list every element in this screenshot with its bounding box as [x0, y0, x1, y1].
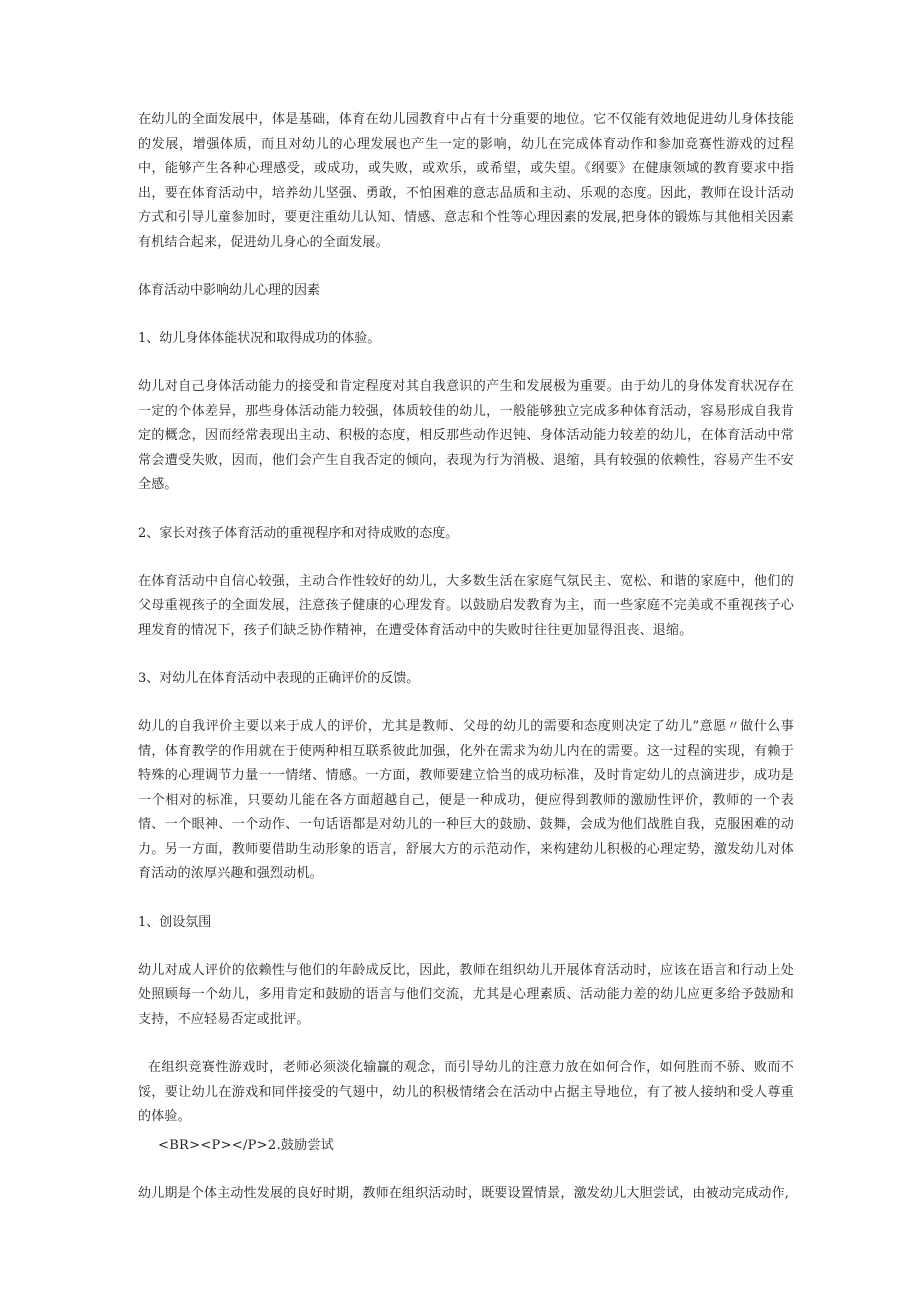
competition-paragraph: 在组织竞赛性游戏时，老师必须淡化输赢的观念，而引导幼儿的注意力放在如何合作，如何胜而不骄、败而不馁，要让幼儿在游戏和同伴接受的气翅中，幼儿的积极情绪会在活动中占据主导地位，有了被人接纳和受人尊重的体验。 — [138, 1060, 794, 1124]
factor-3-heading: 3、对幼儿在体育活动中表现的正确评价的反馈。 — [138, 671, 420, 686]
strategy-1-paragraph: 幼儿对成人评价的依赖性与他们的年龄成反比，因此，教师在组织幼儿开展体育活动时，应该在语言和行动上处处照顾每一个幼儿，多用肯定和鼓励的语言与他们交流，尤其是心理素质、活动能力差的幼儿应更多给予鼓励和支持，不应轻易否定或批评。 — [138, 962, 794, 1027]
intro-paragraph: 在幼儿的全面发展中，体是基础，体育在幼儿园教育中占有十分重要的地位。它不仅能有效地促进幼儿身体技能的发展，增强体质，而且对幼儿的心理发展也产生一定的影响，幼儿在完成体育动作和参加竞赛性游戏的过程中，能够产生各种心理感受，或成功，或失败，或欢乐，或希望，或失望。《纲要》在健康领域的教育要求中指出，要在体育活动中，培养幼儿坚强、勇敢，不怕困难的意志品质和主动、乐观的态度。因此，教师在设计活动方式和引导儿童参加时，要更注重幼儿认知、情感、意志和个性等心理因素的发展,把身体的锻炼与其他相关因素有机结合起来，促进幼儿身心的全面发展。 — [138, 112, 794, 250]
factor-3-paragraph: 幼儿的自我评价主要以来于成人的评价，尤其是教师、父母的幼儿的需要和态度则决定了幼儿”意愿〃做什么事情，体育教学的作用就在于使两种相互联系彼此加强，化外在需求为幼儿内在的需要。这一过程的实现，有赖于特殊的心理调节力量一一情绪、情感。一方面，教师要建立恰当的成功标准，及时肯定幼儿的点滴进步，成功是一个相对的标准，只要幼儿能在各方面超越自己，便是一种成功，便应得到教师的激励性评价，教师的一个表情、一个眼神、一个动作、一句话语都是对幼儿的一种巨大的鼓励、鼓舞，会成为他们战胜自我，克服困难的动力。另一方面，教师要借助生动形象的语言，舒展大方的示范动作，来构建幼儿积极的心理定势，激发幼儿对体育活动的浓厚兴趣和强烈动机。 — [138, 719, 794, 881]
strategy-2-heading: <BR><P></P>2.鼓励尝试 — [158, 1137, 335, 1153]
strategy-1-heading: 1、创设氛围 — [138, 914, 212, 930]
factor-1-heading: 1、幼儿身体体能状况和取得成功的体验。 — [138, 331, 381, 346]
strategy-2-paragraph: 幼儿期是个体主动性发展的良好时期，教师在组织活动时，既要设置情景，激发幼儿大胆尝试，由被动完成动作, — [138, 1185, 790, 1201]
factor-2-heading: 2、家长对孩子体育活动的重视程序和对待成败的态度。 — [138, 525, 459, 541]
factor-2-paragraph: 在体育活动中自信心较强，主动合作性较好的幼儿，大多数生活在家庭气氛民主、宽松、和谐的家庭中，他们的父母重视孩子的全面发展，注意孩子健康的心理发育。以鼓励启发教育为主，而一些家庭不完美或不重视孩子心理发育的情况下，孩子们缺乏协作精神，在遭受体育活动中的失败时往往更加显得沮丧、退缩。 — [138, 573, 794, 638]
factor-1-paragraph: 幼儿对自己身体活动能力的接受和肯定程度对其自我意识的产生和发展极为重要。由于幼儿的身体发育状况存在一定的个体差异，那些身体活动能力较强，体质较佳的幼儿，一般能够独立完成多种体育活动，容易形成自我肯定的概念，因而经常表现出主动、积极的态度，相反那些动作迟钝、身体活动能力较差的幼儿，在体育活动中常常会遭受失败，因而，他们会产生自我否定的倾向，表现为行为消极、退缩，具有较强的依赖性，容易产生不安全感。 — [138, 379, 794, 492]
document-body — [138, 108, 794, 1230]
section-title: 体育活动中影响幼儿心理的因素 — [138, 283, 321, 298]
